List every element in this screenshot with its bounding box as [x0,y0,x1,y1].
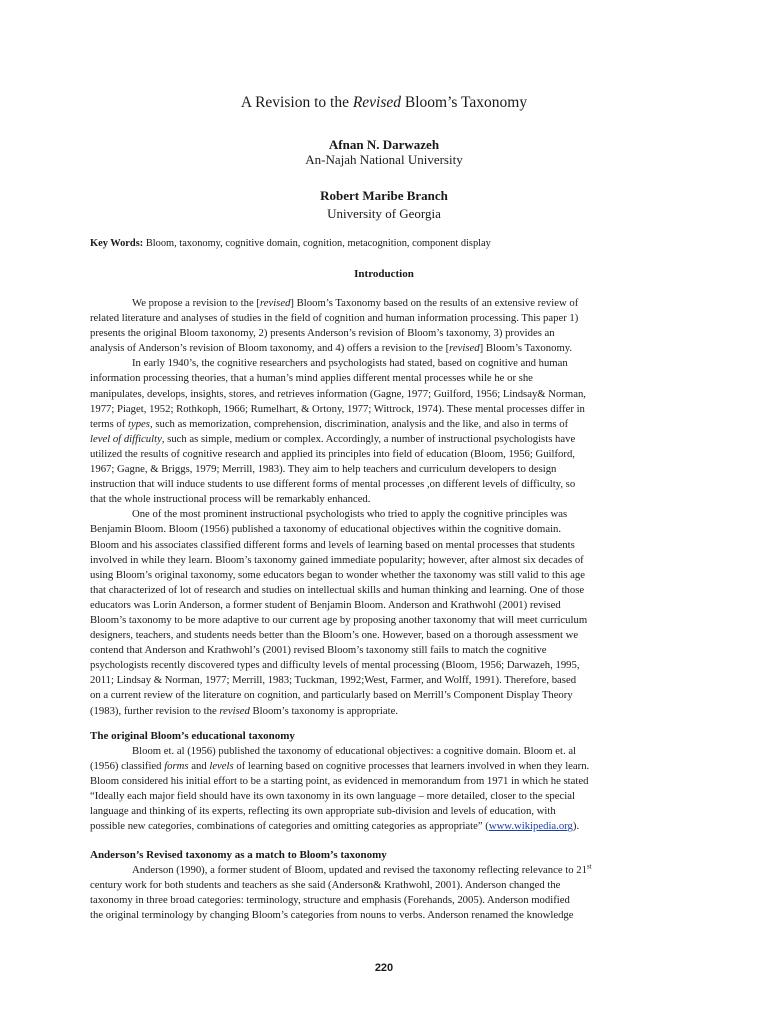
author-name-2: Robert Maribe Branch [320,188,448,203]
text-line: 1967; Gagne, & Briggs, 1979; Merrill, 1983). They aim to help teachers and curriculum developers to design [90,463,557,476]
text-line: “Ideally each major field should have its own taxonomy in its own language – more detailed, closer to the special [90,790,575,803]
text-line: In early 1940’s, the cognitive researchers and psychologists had stated, based on cognitive and human [132,357,568,370]
text-line: utilized the results of cognitive research and applied its principles into field of education (Bloom, 1956; Guilford, [90,447,575,460]
text-line: level of difficulty, such as simple, medium or complex. Accordingly, a number of instructional psychologists have [90,432,576,445]
author-name-1: Afnan N. Darwazeh [328,137,440,152]
text-line: Bloom considered his initial effort to be a starting point, as evidenced in memorandum from 1971 in which he stated [90,775,589,788]
keywords-text: Bloom, taxonomy, cognitive domain, cognition, metacognition, component display [143,238,491,249]
anderson-taxonomy-heading: Anderson’s Revised taxonomy as a match to Bloom’s taxonomy [90,849,387,861]
text-line: psychologists recently discovered types and difficulty levels of mental processing (Bloom, 1956; Darwazeh, 1995, [90,659,580,672]
text-line: on a current review of the literature on cognition, and particularly based on Merrill’s Component Display Theory [90,689,573,702]
text-line: 1977; Piaget, 1952; Rothkoph, 1966; Rumelhart, & Ortony, 1977; Wittrock, 1974). These mental processes differ in [90,402,585,415]
text-line: that characterized of lot of research and studies on intellectual skills and human thinking and learning. One of those [90,583,585,596]
original-taxonomy-heading: The original Bloom’s educational taxonomy [90,730,295,742]
author-affiliation-1: An-Najah National University [305,152,463,167]
text-line: information processing theories, that a human’s mind applies different mental processes while he or she [90,372,533,385]
text-line: designers, teachers, and students needs better than the Bloom’s one. However, based on a thorough assessment we [90,629,579,642]
text-line: century work for both students and teachers as she said (Anderson& Krathwohl, 2001). Anderson changed the [90,879,561,892]
text-line: Bloom et. al (1956) published the taxonomy of educational objectives: a cognitive domain. Bloom et. al [132,745,577,757]
text-line: language and thinking of its experts, reflecting its own appropriate sub-division and levels of education, with [90,805,556,818]
text-line: Benjamin Bloom. Bloom (1956) published a taxonomy of educational objectives within the cognitive domain. [90,523,562,536]
keywords-label: Key Words: [90,238,144,249]
text-line: terms of types, such as memorization, comprehension, discrimination, analysis and the like, and also in terms of [90,417,569,430]
wikipedia-link[interactable]: www.wikipedia.org [488,820,573,833]
keywords [90,238,690,249]
anderson-taxonomy-body [90,863,680,923]
title-emphasis: Revised [352,94,402,111]
page-number: 220 [374,962,394,974]
text-line: (1983), further revision to the revised Bloom’s taxonomy is appropriate. [90,704,398,717]
text-line: contend that Anderson and Krathwohl’s (2001) revised Bloom’s taxonomy still fails to match the cognitive [90,644,547,657]
introduction-body [90,296,680,719]
text-line: that the whole instructional process will be remarkably enhanced. [90,493,371,506]
text-line: (1956) classified forms and levels of learning based on cognitive processes that learners involved in when they learn. [90,760,590,773]
text-line: taxonomy in three broad categories: terminology, structure and emphasis (Forehands, 2005). Anderson modified [90,894,570,907]
paper-title: A Revision to the Revised Bloom’s Taxonomy [240,94,528,111]
text-line: manipulates, develops, insights, stores, and retrieves information (Gagne, 1977; Guilford, 1956; Lindsay& Norman, [90,387,586,400]
text-line: instruction that will induce students to use different forms of mental processes ,on different levels of difficulty, so [90,478,576,491]
text-line: possible new categories, combinations of categories and omitting categories as appropriate” (www.wikipedia.org). [90,820,580,833]
text-line: involved in while they learn. Bloom’s taxonomy gained immediate popularity; however, after almost six decades of [90,553,584,566]
text-line: educators was Lorin Anderson, a former student of Benjamin Bloom. Anderson and Krathwohl (2001) revised [90,598,561,611]
author-affiliation-2: University of Georgia [327,206,441,221]
original-taxonomy-body [90,744,680,835]
text-line: presents the original Bloom taxonomy, 2) presents Anderson’s revision of Bloom’s taxonomy, 3) provides an [90,327,555,340]
text-line: using Bloom’s original taxonomy, some educators began to wonder whether the taxonomy was still valid to this age [90,568,585,581]
text-line: the original terminology by changing Bloom’s categories from nouns to verbs. Anderson renamed the knowledge [90,909,574,922]
text-line: Anderson (1990), a former student of Bloom, updated and revised the taxonomy reflecting relevance to 21st [132,862,592,876]
text-line: One of the most prominent instructional psychologists who tried to apply the cognitive principles was [132,508,568,521]
text-line: Bloom and his associates classified different forms and levels of learning based on mental processes that students [90,538,575,551]
text-line: 2011; Lindsay & Norman, 1977; Merrill, 1983; Tuckman, 1992;West, Farmer, and Wolff, 1991). Therefore, based [90,674,577,687]
text-line: Bloom’s taxonomy to be more adaptive to our current age by proposing another taxonomy that will meet curriculum [90,613,588,626]
introduction-heading: Introduction [354,268,414,280]
text-line: We propose a revision to the [revised] Bloom’s Taxonomy based on the results of an extensive review of [132,297,579,309]
text-line: analysis of Anderson’s revision of Bloom taxonomy, and 4) offers a revision to the [revised] Bloom’s Taxonomy. [90,342,573,355]
text-line: related literature and analyses of studies in the field of cognition and human information processing. This paper 1) [90,312,579,325]
